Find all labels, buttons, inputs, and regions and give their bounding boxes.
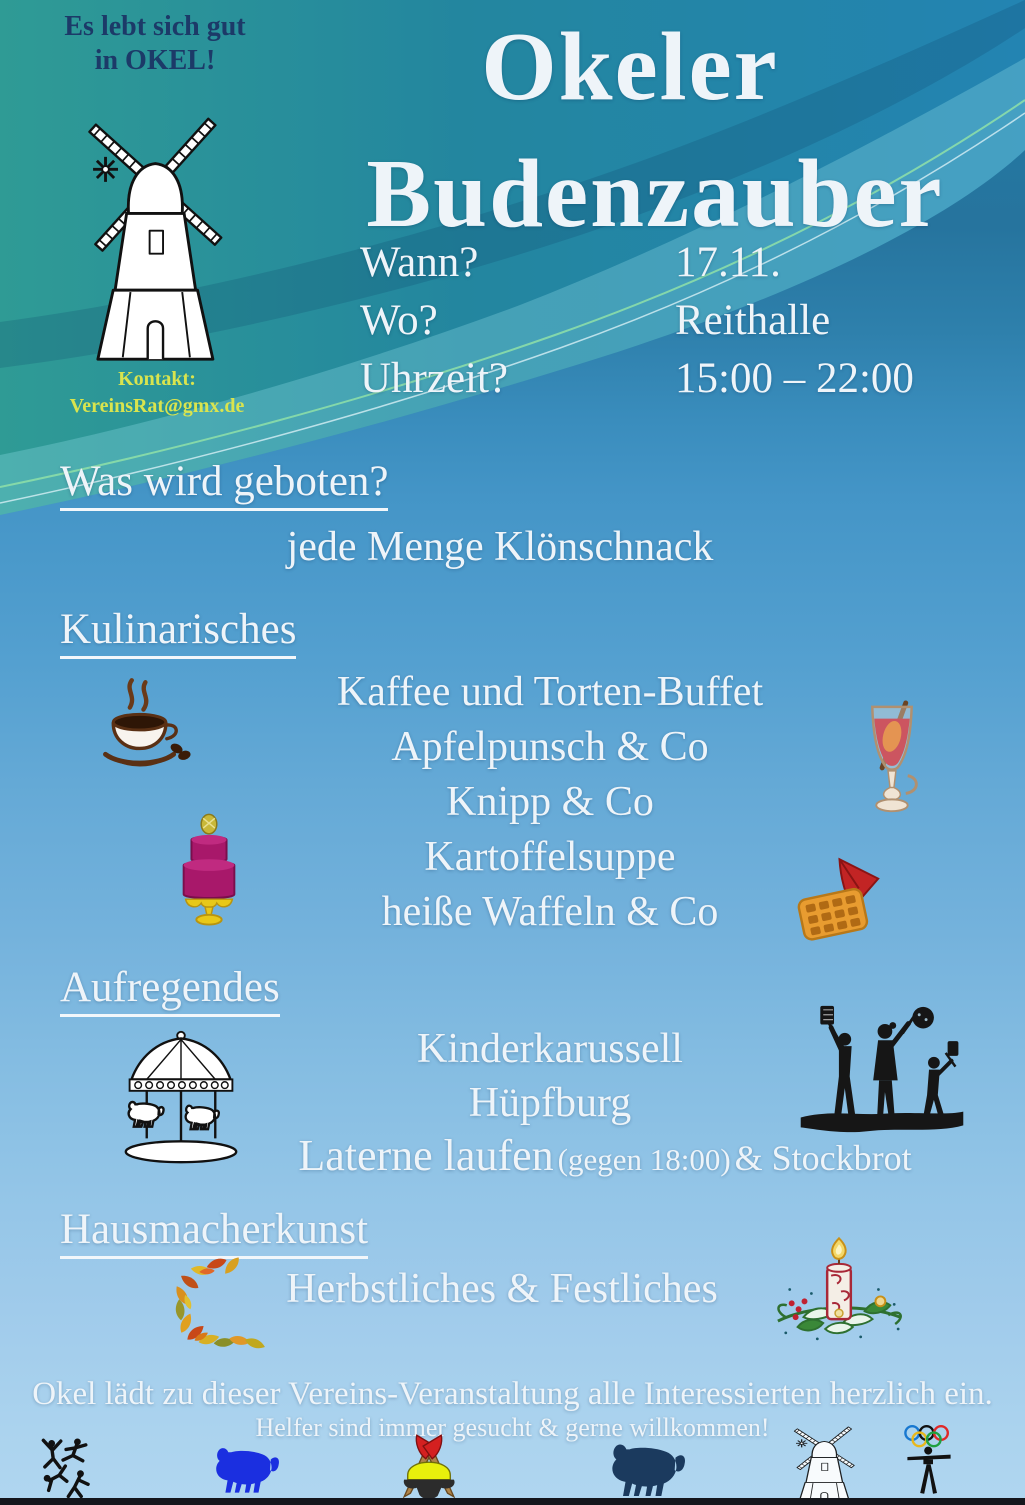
culinary-item: Knipp & Co bbox=[446, 779, 654, 825]
bottom-edge-bar bbox=[0, 1498, 1025, 1505]
homemade-item: Herbstliches & Festliches bbox=[286, 1266, 718, 1312]
poster-title-line1: Okeler bbox=[481, 13, 779, 120]
carousel-icon bbox=[112, 1028, 250, 1166]
navy-horse-icon bbox=[604, 1441, 692, 1501]
contact-email: VereinsRat@gmx.de bbox=[69, 395, 245, 417]
waffle-icon bbox=[793, 853, 885, 943]
info-label: Wo? bbox=[360, 297, 438, 344]
lantern-note: (gegen 18:00) bbox=[557, 1142, 731, 1177]
contact-block bbox=[28, 366, 286, 420]
punch-glass-icon bbox=[850, 697, 930, 823]
slogan-line1: Es lebt sich gut bbox=[64, 11, 246, 42]
exciting-item: Kinderkarussell bbox=[417, 1026, 683, 1072]
fire-helmet-icon bbox=[385, 1428, 473, 1505]
candle-decoration-icon bbox=[770, 1230, 908, 1354]
coffee-cup-icon bbox=[86, 676, 198, 782]
slogan-line2: in OKEL! bbox=[94, 44, 216, 76]
windmill-logo bbox=[70, 85, 235, 363]
lantern-children-icon bbox=[798, 1002, 966, 1144]
event-info bbox=[360, 238, 960, 412]
section-heading-exciting: Aufregendes bbox=[60, 966, 280, 1017]
offer-item: jede Menge Klönschnack bbox=[286, 524, 714, 570]
blue-horse-icon bbox=[211, 1444, 283, 1498]
info-value: 17.11. bbox=[675, 239, 781, 286]
info-label: Uhrzeit? bbox=[360, 355, 509, 402]
info-label: Wann? bbox=[360, 239, 479, 286]
info-row bbox=[360, 238, 960, 296]
slogan bbox=[30, 10, 280, 77]
contact-label: Kontakt: bbox=[118, 368, 196, 390]
culinary-item: heiße Waffeln & Co bbox=[381, 889, 719, 935]
footer-line1: Okel lädt zu dieser Vereins-Veranstaltung alle Interessierten herzlich ein. bbox=[32, 1376, 993, 1412]
section-heading-culinary: Kulinarisches bbox=[60, 608, 296, 659]
poster-title-line2: Budenzauber bbox=[366, 140, 944, 247]
culinary-item: Kaffee und Torten-Buffet bbox=[336, 669, 764, 715]
exciting-item: Hüpfburg bbox=[468, 1080, 632, 1126]
footer-line2: Helfer sind immer gesucht & gerne willkommen! bbox=[255, 1413, 770, 1442]
info-value: 15:00 – 22:00 bbox=[675, 355, 914, 402]
info-row bbox=[360, 296, 960, 354]
info-value: Reithalle bbox=[675, 297, 831, 344]
acrobats-icon bbox=[35, 1432, 107, 1504]
olympic-shooter-icon bbox=[901, 1418, 965, 1504]
section-heading-homemade: Hausmacherkunst bbox=[60, 1208, 368, 1259]
windmill-small-icon bbox=[786, 1416, 860, 1505]
culinary-item: Apfelpunsch & Co bbox=[391, 724, 709, 770]
lantern-suffix: & Stockbrot bbox=[734, 1138, 912, 1178]
cake-icon bbox=[170, 810, 248, 926]
autumn-leaves-icon bbox=[168, 1256, 270, 1352]
lantern-main: Laterne laufen bbox=[298, 1131, 554, 1180]
section-heading-offer: Was wird geboten? bbox=[60, 460, 388, 511]
info-row bbox=[360, 354, 960, 412]
culinary-item: Kartoffelsuppe bbox=[424, 834, 676, 880]
